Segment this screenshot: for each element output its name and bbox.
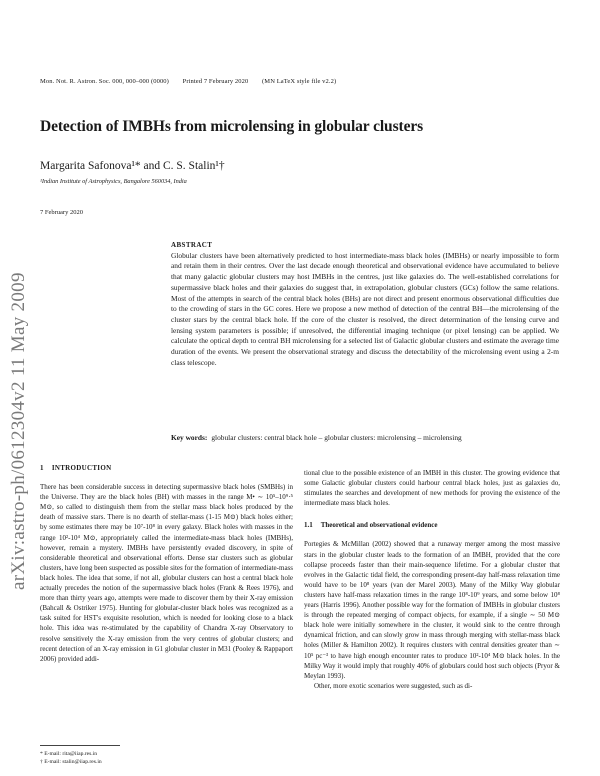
footnote-rule [40, 745, 120, 746]
section-heading-introduction [40, 463, 293, 473]
affiliation: ¹Indian Institute of Astrophysics, Bangalore 560034, India [40, 178, 187, 185]
keywords [171, 433, 559, 444]
section-number: 1 [40, 464, 44, 472]
abstract-text: Globular clusters have been alternatively predicted to host intermediate-mass black holes (IMBHs) or nearly impossible to form and retain them in their centres. Over the last decade enough theoretical and observational evidence have accumulated to believe that many galactic globular clusters may host IMBHs in the centres, just like galaxies do. The well-established correlations for supermassive black holes and their galaxies do suggest that, in extrapolation, globular clusters (GCs) follow the same relations. Most of the attempts in search of the central black holes (BHs) are not direct and present enormous observational difficulties due to the crowding of stars in the GC cores. Here we propose a new method of detection of the central BH—the microlensing of the cluster stars by the central black hole. If the core of the cluster is resolved, the direct determination of the lensing curve and lensing system parameters is possible; if unresolved, the differential imaging technique (or pixel lensing) can be applied. We calculate the optical depth to central BH microlensing for a selected list of Galactic globular clusters and estimate the average time duration of the events. We present the observational strategy and discuss the detectability of the microlensing event using a 2-m class telescope. [171, 250, 559, 367]
running-head [40, 78, 348, 85]
section-title: INTRODUCTION [51, 464, 112, 472]
abstract-heading: ABSTRACT [171, 241, 213, 249]
subsection-paragraph: Portegies & McMillan (2002) showed that a runaway merger among the most massive stars in the globular cluster leads to the formation of an IMBH, provided that the core collapse proceeds faster than their main-sequence lifetime. For a globular cluster that evolves in the Galactic tidal field, the corresponding present-day half-mass relaxation time would have to be 10⁸ years (van der Marel 2003). Many of the Milky Way globular clusters have half-mass relaxation times in the range 10⁸-10⁹ years, and some below 10⁸ years (Harris 1996). Another possible way for the formation of IMBHs in globular clusters is through the repeated merging of compact objects, for example, if a single ∼ 50 M⊙ black hole were initially somewhere in the cluster, it would sink to the centre through dynamical friction, and can slowly grow in mass through merging with stellar-mass black holes (Miller & Hamilton 2002). It requires clusters with central densities greater than ∼ 10⁵ pc⁻³ to have high enough encounter rates to produce 10²-10⁴ M⊙ black holes. In the Milky Way it would imply that roughly 40% of globulars could host such objects (Pryor & Meylan 1993). [304, 540, 560, 680]
style-note: (MN LaTeX style file v2.2) [262, 78, 337, 85]
keywords-text: globular clusters: central black hole – globular clusters: microlensing – microlensing [211, 433, 462, 442]
printed-date: Printed 7 February 2020 [182, 78, 249, 85]
left-column [40, 463, 293, 664]
footnote-email-1: * E-mail: rita@iiap.res.in [40, 751, 98, 757]
arxiv-stamp: arXiv:astro-ph/0612304v2 11 May 2009 [8, 272, 29, 590]
footnote-email-2: † E-mail: stalin@iiap.res.in [40, 759, 102, 766]
right-column [304, 468, 560, 691]
subsection-title: Theoretical and observational evidence [320, 521, 438, 530]
intro-paragraph: There has been considerable success in detecting supermassive black holes (SMBHs) in the Universe. They are the black holes (BH) with masses in the range M• ∼ 10⁵–10⁹·⁵ M⊙, so called to distinguish them from the stellar mass black holes produced by the death of massive stars. There is no dearth of stellar-mass (1-15 M⊙) black holes either; by some estimates there may be 10⁷-10⁸ in every galaxy. Black holes with masses in the range 10²-10⁴ M⊙, appropriately called the intermediate-mass black holes (IMBHs), however, remain a mystery. IMBHs have persistently evaded discovery, in spite of considerable theoretical and observational efforts. Dense star clusters such as globular clusters, have long been suspected as possible sites for the formation of intermediate-mass black holes. The idea that some, if not all, globular clusters can host a central black hole actually precedes the notion of the supermassive black holes (Frank & Rees 1976), and more than thirty years ago, attempts were made to discover them by their X-ray emission (Bahcall & Ostriker 1975). Hunting for globular-cluster black holes was recognized as a task suited for HST's exquisite resolution, which is needed for looking close to a black hole. This idea was re-stimulated by the capability of Chandra X-ray Observatory to resolve sensitively the X-ray emission from the very centres of globular clusters; and recent detection of an X-ray emission in G1 globular cluster in M31 (Pooley & Rappaport 2006) provided addi- [40, 483, 293, 663]
author-list: Margarita Safonova¹* and C. S. Stalin¹† [40, 160, 225, 172]
keywords-label: Key words: [171, 433, 208, 442]
paper-date: 7 February 2020 [40, 209, 83, 216]
abstract [171, 240, 559, 368]
journal-citation: Mon. Not. R. Astron. Soc. 000, 000–000 (0000) [40, 78, 169, 85]
footnotes [40, 748, 293, 767]
subsection-number: 1.1 [304, 521, 313, 530]
paper-title: Detection of IMBHs from microlensing in globular clusters [40, 118, 424, 135]
subsection-paragraph-2: Other, more exotic scenarios were suggested, such as di- [314, 681, 473, 690]
subsection-heading [304, 520, 560, 530]
intro-paragraph-continued: tional clue to the possible existence of an IMBH in this cluster. The growing evidence that some Galactic globular clusters could harbour central black holes, just as galaxies do, stimulates the searches and development of new methods for proving the existence of the intermediate mass black holes. [304, 469, 560, 508]
